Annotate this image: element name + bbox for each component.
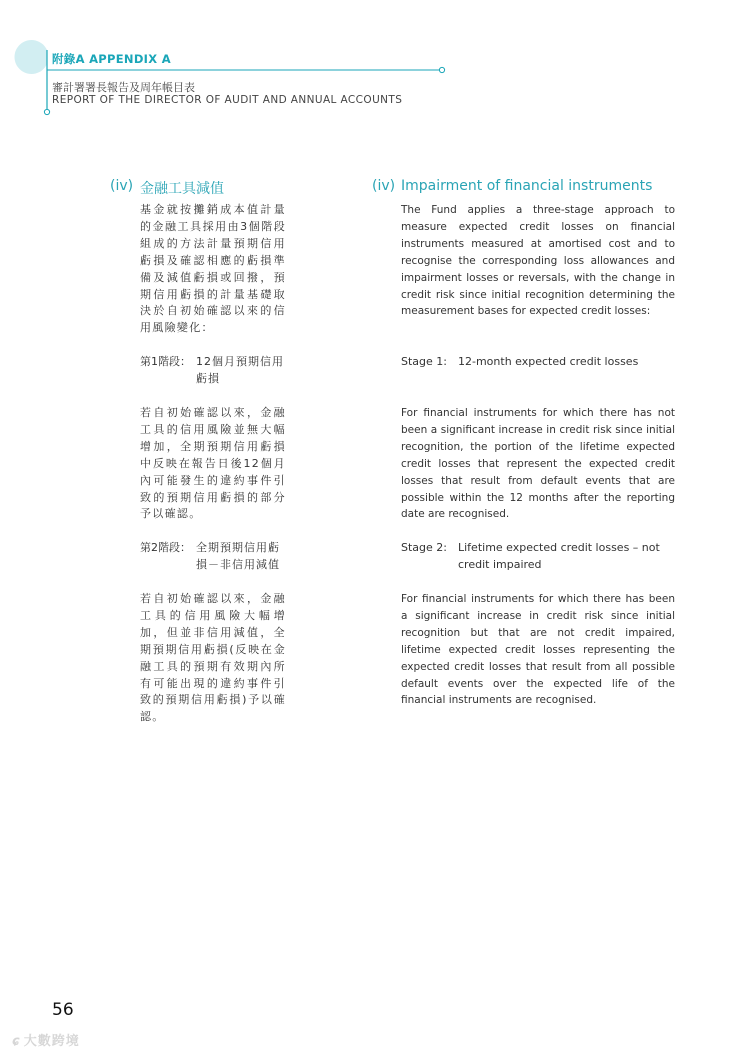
header-arc-shape bbox=[15, 40, 47, 74]
page-number: 56 bbox=[52, 1000, 74, 1020]
report-subtitle-english: REPORT OF THE DIRECTOR OF AUDIT AND ANNUAL ACCOUNTS bbox=[52, 94, 403, 106]
watermark-logo-icon: ɕ bbox=[12, 1034, 21, 1049]
stage2-label-english: Stage 2: bbox=[401, 541, 447, 554]
stage1-label-chinese: 第1階段： bbox=[140, 355, 191, 368]
stage1-paragraph-chinese: 若自初始確認以來，金融工具的信用風險並無大幅增加，全期預期信用虧損中反映在報告日後12個月內可能發生的違約事件引致的預期信用虧損的部分予以確認。 bbox=[140, 406, 286, 521]
stage2-title-chinese: 全期預期信用虧損－非信用減值 bbox=[196, 541, 280, 571]
watermark-text: 大數跨境 bbox=[23, 1034, 80, 1049]
stage2-label-chinese: 第2階段： bbox=[140, 541, 191, 554]
section-number-chinese: (iv) bbox=[110, 178, 134, 194]
appendix-label: 附錄A APPENDIX A bbox=[52, 52, 171, 66]
stage1-title-english: 12-month expected credit losses bbox=[458, 355, 639, 368]
section-number-english: (iv) bbox=[372, 178, 396, 194]
report-subtitle-chinese: 審計署署長報告及周年帳目表 bbox=[52, 81, 195, 94]
header-vertical-end-dot bbox=[44, 109, 49, 114]
section-title-english: Impairment of financial instruments bbox=[401, 178, 653, 194]
header-line-end-dot bbox=[439, 67, 444, 72]
intro-paragraph-chinese: 基金就按攤銷成本值計量的金融工具採用由3個階段組成的方法計量預期信用虧損及確認相應的虧損準備及減值虧損或回撥，預期信用虧損的計量基礎取決於自初始確認以來的信用風險變化： bbox=[140, 203, 286, 335]
stage1-paragraph-english: For financial instruments for which there has not been a significant increase in credit risk since initial recognition, the portion of the lifetime expected credit losses that represent the expected credit losses that result from default events that are possible within the 12 months after the reporting date are recognised. bbox=[401, 407, 675, 521]
stage2-title-english: Lifetime expected credit losses – not credit impaired bbox=[458, 541, 660, 571]
stage1-label-english: Stage 1: bbox=[401, 355, 447, 368]
section-title-chinese: 金融工具減值 bbox=[140, 181, 224, 197]
stage2-paragraph-chinese: 若自初始確認以來，金融工具的信用風險大幅增加，但並非信用減值，全期預期信用虧損(反映在金融工具的預期有效期內所有可能出現的違約事件引致的預期信用虧損)予以確認。 bbox=[140, 592, 286, 724]
watermark bbox=[12, 1030, 80, 1049]
intro-paragraph-english: The Fund applies a three-stage approach to measure expected credit losses on financial instruments measured at amortised cost and to recognise the corresponding loss allowances and impairment losses or reversals, with the change in credit risk since initial recognition determining the measurement bases for expected credit losses: bbox=[401, 204, 675, 318]
stage1-title-chinese: 12個月預期信用虧損 bbox=[196, 355, 284, 385]
stage2-paragraph-english: For financial instruments for which there has been a significant increase in credit risk since initial recognition but that are not credit impaired, lifetime expected credit losses representing the expected credit losses that result from all possible default events over the expected life of the financial instruments are recognised. bbox=[401, 593, 675, 707]
